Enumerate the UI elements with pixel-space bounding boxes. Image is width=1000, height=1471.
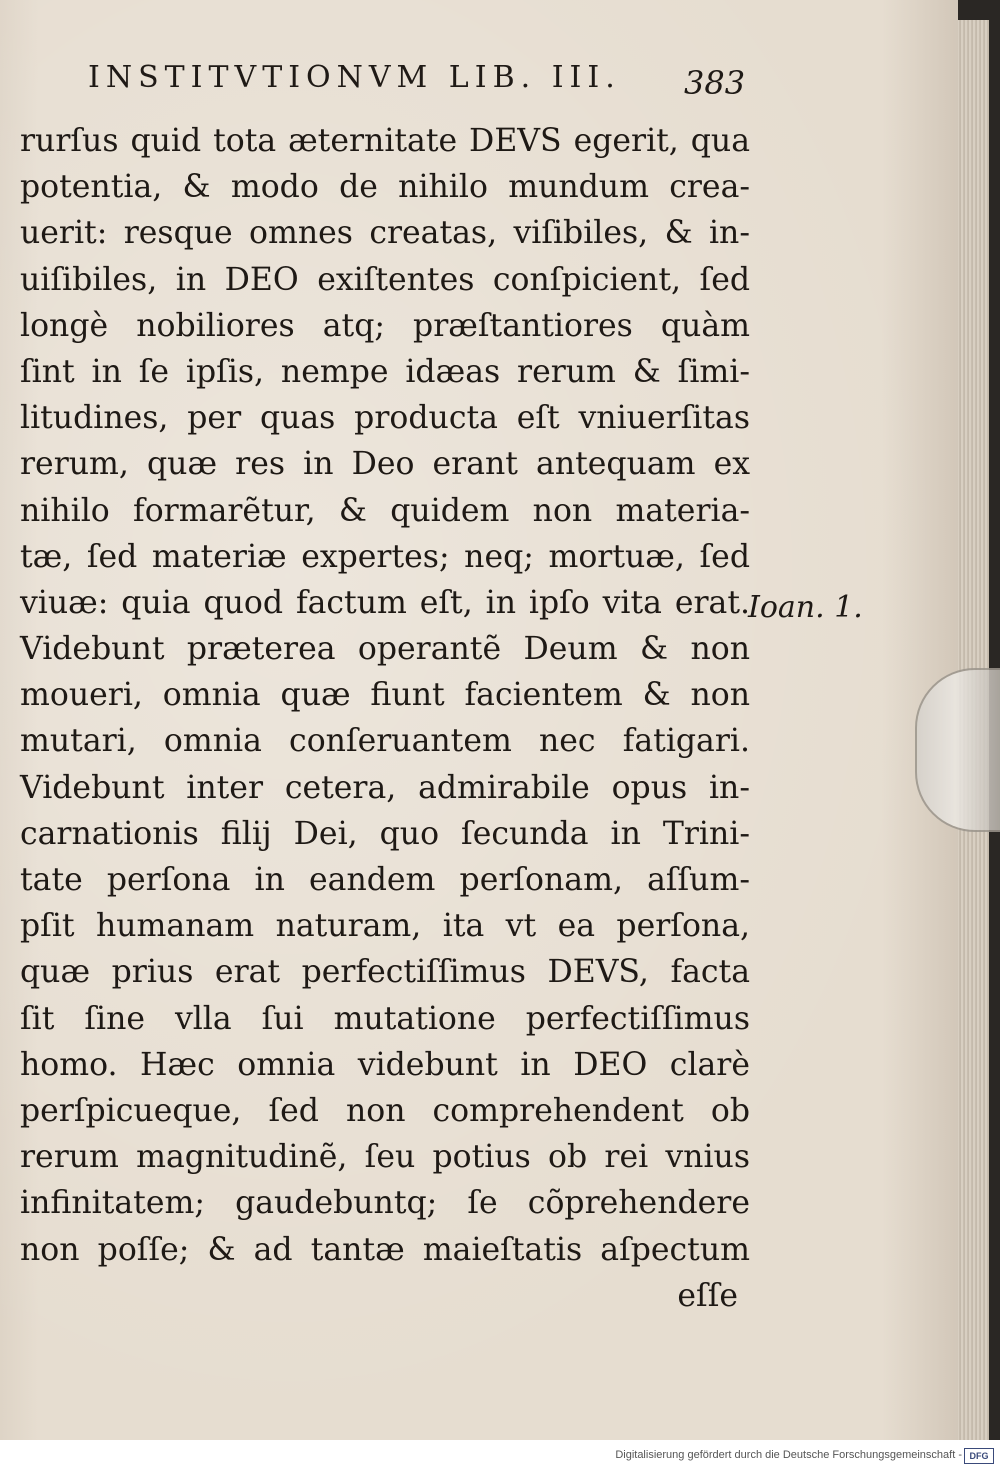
text-line: litudines, per quas producta eſt vniuerſitas [20, 400, 750, 437]
dfg-logo-icon: DFG [964, 1448, 994, 1464]
text-line: rerum magnitudinẽ, ſeu potius ob rei vnius [20, 1139, 750, 1176]
footer-bar [0, 1440, 1000, 1471]
text-line: ſint in ſe ipſis, nempe idæas rerum & ſimi- [20, 353, 750, 390]
text-line: perſpicueque, ſed non comprehendent ob [20, 1092, 750, 1129]
page-header [88, 52, 768, 102]
text-line: homo. Hæc omnia videbunt in DEO clarè [20, 1046, 750, 1083]
text-line: pſit humanam naturam, ita vt ea perſona, [20, 908, 750, 945]
text-line: viuæ: quia quod factum eſt, in ipſo vita erat. [20, 584, 750, 621]
body-text [20, 118, 750, 1319]
text-line: Videbunt præterea operantẽ Deum & non [20, 631, 750, 668]
text-line: non poſſe; & ad tantæ maieſtatis aſpectum [20, 1231, 750, 1268]
text-line: rurſus quid tota æternitate DEVS egerit, qua [20, 123, 750, 159]
text-line: quæ prius erat perfectiſſimus DEVS, facta [20, 954, 750, 991]
text-line: Videbunt inter cetera, admirabile opus in- [20, 769, 750, 806]
text-line: infinitatem; gaudebuntq; ſe cõprehendere [20, 1185, 750, 1222]
text-line: ſit ſine vlla ſui mutatione perfectiſſimus [20, 1000, 750, 1037]
text-line: tæ, ſed materiæ expertes; neq; mortuæ, ſed [20, 538, 750, 575]
marginal-note: Ioan. 1. [748, 590, 863, 625]
text-line: moueri, omnia quæ fiunt facientem & non [20, 677, 750, 714]
text-line: carnationis filij Dei, quo ſecunda in Trini- [20, 815, 750, 852]
catchword: eſſe [677, 1277, 738, 1314]
text-line: nihilo formarẽtur, & quidem non materia- [20, 492, 750, 529]
page-number: 383 [684, 64, 746, 102]
text-line: tate perſona in eandem perſonam, aſſum- [20, 862, 750, 898]
text-line: potentia, & modo de nihilo mundum crea- [20, 169, 750, 206]
funding-credit: Digitalisierung gefördert durch die Deutsche Forschungsgemeinschaft - [615, 1449, 962, 1461]
page-clip [915, 668, 1000, 832]
text-line: uiſibiles, in DEO exiſtentes conſpicient, ſed [20, 261, 750, 298]
text-line: uerit: resque omnes creatas, viſibiles, & in- [20, 215, 750, 252]
text-line: rerum, quæ res in Deo erant antequam ex [20, 446, 750, 483]
text-line: longè nobiliores atq; præſtantiores quàm [20, 307, 750, 344]
text-line: mutari, omnia conſeruantem nec fatigari. [20, 723, 750, 760]
running-head: INSTITVTIONVM LIB. III. [88, 60, 621, 95]
